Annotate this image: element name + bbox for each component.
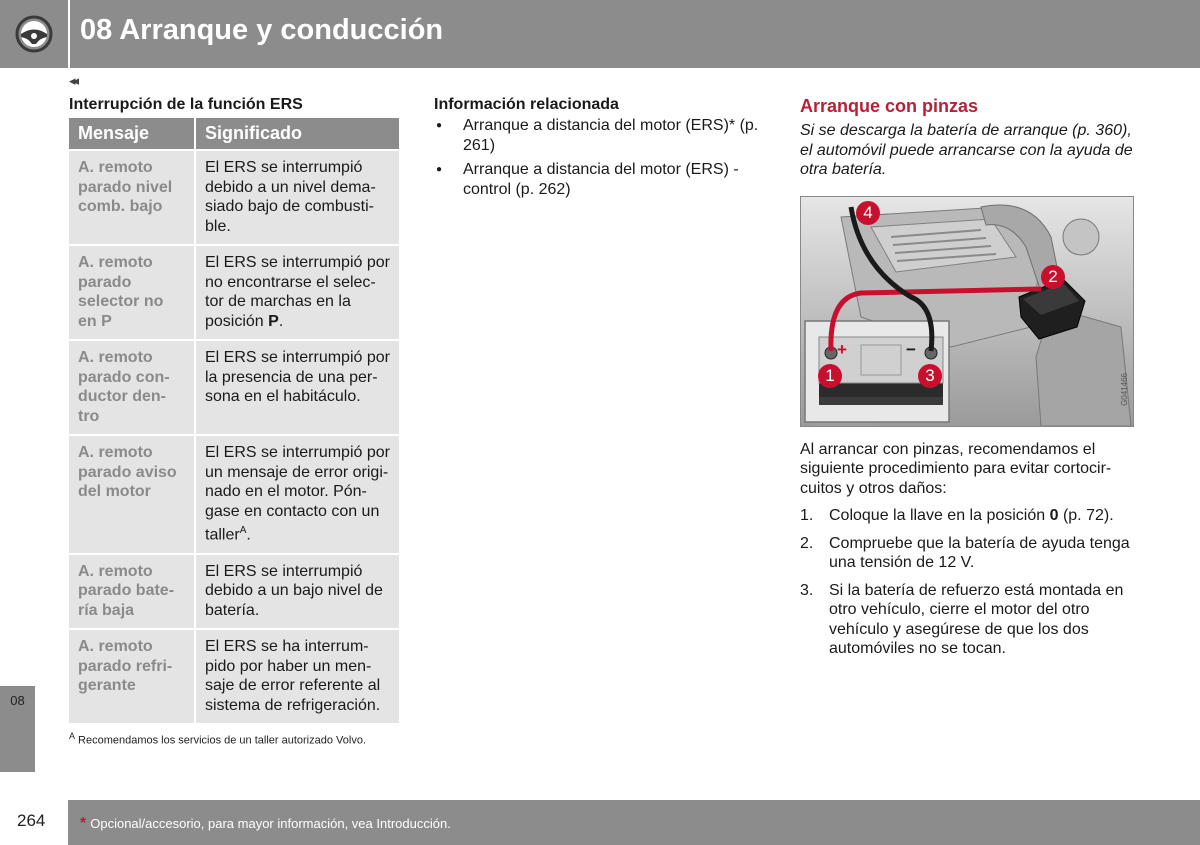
message-cell: A. remoto parado selector no en P xyxy=(69,245,195,340)
column-header-significado: Significado xyxy=(195,118,399,150)
jump-start-intro: Si se descarga la batería de arranque (p. 360), el automóvil puede arrancarse con la ayuda de otra batería. xyxy=(800,122,1133,178)
ers-section xyxy=(69,96,399,747)
engine-bay-drawing xyxy=(801,197,1133,426)
page-number: 264 xyxy=(17,811,46,830)
callout-1: 1 xyxy=(818,364,842,388)
list-item: 2. Compruebe que la batería de ayuda tenga una tensión de 12 V. xyxy=(800,534,1130,571)
meaning-cell: El ERS se interrumpió debido a un bajo nivel de batería. xyxy=(195,554,399,630)
optional-star: * xyxy=(80,815,87,832)
side-tab-label: 08 xyxy=(10,693,25,708)
ers-table-title: Interrupción de la función ERS xyxy=(69,96,303,113)
table-row xyxy=(69,629,399,723)
callout-3: 3 xyxy=(918,364,942,388)
related-info-title: Información relacionada xyxy=(434,96,619,113)
list-item: 1. Coloque la llave en la posición 0 (p. 72). xyxy=(800,507,1114,524)
message-cell: A. remoto parado con- ductor den- tro xyxy=(69,340,195,435)
jump-start-section xyxy=(800,96,1134,667)
message-cell: A. remoto parado aviso del motor xyxy=(69,435,195,554)
steering-wheel-icon xyxy=(14,14,54,54)
jump-start-illustration xyxy=(800,196,1134,427)
figure-code: G041466 xyxy=(1120,372,1129,406)
callout-2: 2 xyxy=(1041,265,1065,289)
table-row xyxy=(69,554,399,630)
meaning-cell: El ERS se interrumpió por la presencia de una per-sona en el habitáculo. xyxy=(195,340,399,435)
chapter-title: 08 Arranque y conducción xyxy=(80,14,444,46)
related-list xyxy=(434,116,764,199)
callout-4: 4 xyxy=(856,201,880,225)
message-cell: A. remoto parado refri- gerante xyxy=(69,629,195,723)
related-info-section xyxy=(434,96,764,204)
meaning-cell: El ERS se interrumpió por no encontrarse el selec-tor de marchas en la posición P. xyxy=(195,245,399,340)
footer-note-text: Opcional/accesorio, para mayor información, vea Introducción. xyxy=(90,816,451,831)
jump-start-title: Arranque con pinzas xyxy=(800,96,979,116)
message-cell: A. remoto parado bate- ría baja xyxy=(69,554,195,630)
table-row xyxy=(69,150,399,245)
footnote-marker: A xyxy=(239,525,247,536)
message-cell: A. remoto parado nivel comb. bajo xyxy=(69,150,195,245)
list-item: 3. Si la batería de refuerzo está montada en otro vehículo, cierre el motor del otro vehículo y asegúrese de que los dos automóviles no se tocan. xyxy=(800,581,1124,657)
related-link-ers[interactable]: ● Arranque a distancia del motor (ERS)* (p. 261) xyxy=(434,116,764,155)
ers-table xyxy=(69,118,399,723)
meaning-cell: El ERS se interrumpió por un mensaje de error origi-nado en el motor. Pón-gase en contacto con un taller$^A$. xyxy=(195,435,399,554)
jump-start-steps xyxy=(800,506,1134,659)
footer-note xyxy=(80,815,451,833)
table-row xyxy=(69,435,399,554)
back-arrows-icon[interactable]: ◂◂ xyxy=(69,73,77,88)
table-row xyxy=(69,245,399,340)
footnote-text: Recomendamos los servicios de un taller autorizado Volvo. xyxy=(78,734,366,747)
table-row xyxy=(69,340,399,435)
meaning-cell: El ERS se interrumpió debido a un nivel dema-siado bajo de combusti-ble. xyxy=(195,150,399,245)
chapter-side-tab xyxy=(0,686,35,772)
minus-terminal-symbol: − xyxy=(906,339,916,359)
meaning-cell: El ERS se ha interrum-pido por haber un men-saje de error referente al sistema de refrigeración. xyxy=(195,629,399,723)
header-separator xyxy=(68,0,70,68)
footnote-label: A xyxy=(69,731,76,742)
plus-terminal-symbol: + xyxy=(837,339,847,359)
table-footnote xyxy=(69,731,399,747)
column-header-mensaje: Mensaje xyxy=(69,118,195,150)
chapter-icon-box xyxy=(0,0,68,68)
related-link-ers-control[interactable]: ● Arranque a distancia del motor (ERS) - control (p. 262) xyxy=(434,160,764,199)
table-header-row xyxy=(69,118,399,150)
jump-start-body: Al arrancar con pinzas, recomendamos el siguiente procedimiento para evitar cortocir-cuitos y otros daños: xyxy=(800,440,1112,497)
